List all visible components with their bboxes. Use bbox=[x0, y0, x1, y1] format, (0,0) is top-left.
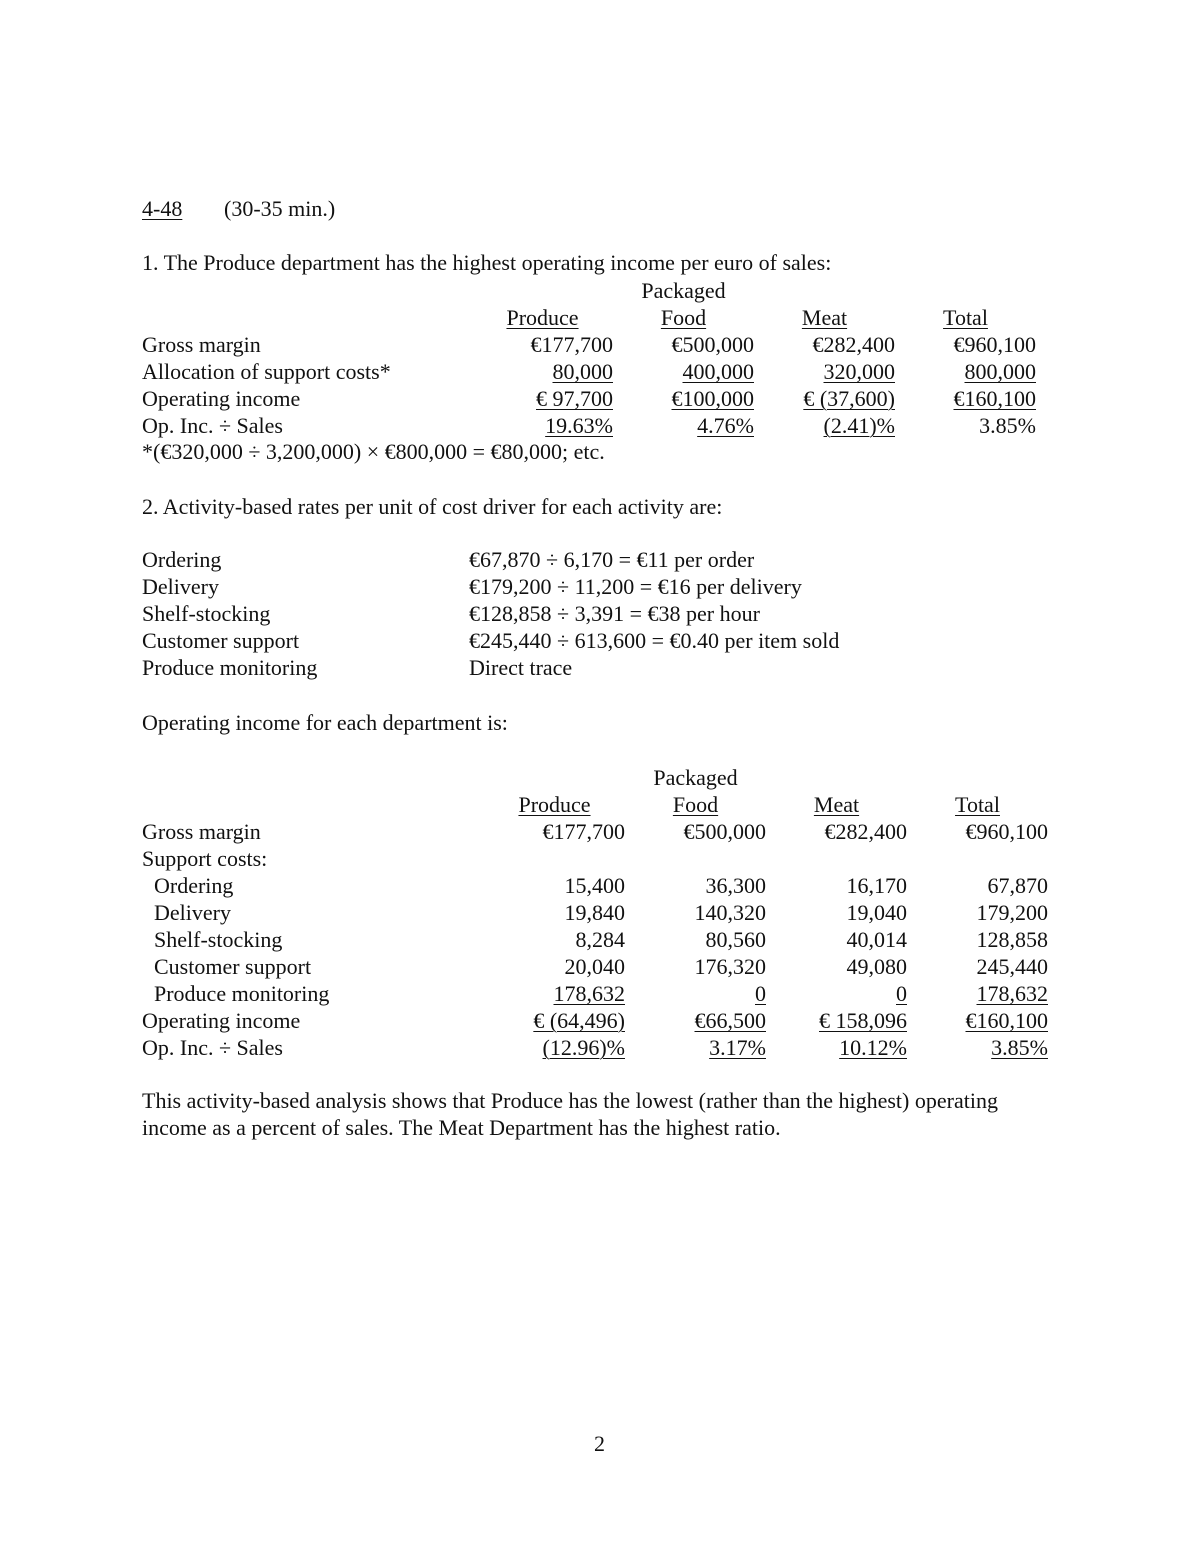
part2-value-cell: €66,500 bbox=[694, 1008, 766, 1033]
part1-value-cell: 19.63% bbox=[545, 413, 613, 438]
part1-value-cell: 3.85% bbox=[979, 413, 1036, 438]
part2-intro: 2. Activity-based rates per unit of cost driver for each activity are: bbox=[142, 494, 723, 519]
part2-value-cell: 8,284 bbox=[575, 927, 625, 952]
part2-row-label: Op. Inc. ÷ Sales bbox=[142, 1035, 283, 1060]
part2-value-cell: €177,700 bbox=[542, 819, 625, 844]
rate-formula: €179,200 ÷ 11,200 = €16 per delivery bbox=[469, 574, 802, 599]
part2-value-cell: 49,080 bbox=[846, 954, 907, 979]
part2-value-cell: €160,100 bbox=[965, 1008, 1048, 1033]
part1-header-top-cell bbox=[754, 277, 895, 304]
part1-table bbox=[142, 277, 1036, 439]
part1-intro: 1. The Produce department has the highest operating income per euro of sales: bbox=[142, 250, 832, 275]
part2-row bbox=[142, 926, 1048, 953]
part2-value-cell: 179,200 bbox=[976, 900, 1048, 925]
problem-number: 4-48 bbox=[142, 196, 183, 221]
part2-row bbox=[142, 845, 1048, 872]
part2-row-label: Support costs: bbox=[142, 846, 268, 871]
part2-value-cell: 40,014 bbox=[846, 927, 907, 952]
part2-value-cell: 176,320 bbox=[694, 954, 766, 979]
part2-value-cell bbox=[484, 845, 625, 872]
part2-header bbox=[142, 791, 1048, 818]
part2-row-label: Ordering bbox=[154, 873, 234, 898]
part2-row bbox=[142, 1034, 1048, 1061]
part2-row-label: Produce monitoring bbox=[154, 981, 330, 1006]
rate-row bbox=[142, 627, 1042, 654]
part2-header-top-cell bbox=[766, 764, 907, 791]
part1-footnote: *(€320,000 ÷ 3,200,000) × €800,000 = €80,000; etc. bbox=[142, 439, 605, 464]
part2-row bbox=[142, 899, 1048, 926]
part1-value-cell: 320,000 bbox=[823, 359, 895, 384]
part1-row-label: Gross margin bbox=[142, 332, 261, 357]
part1-header-cell: Total bbox=[943, 305, 988, 330]
part2-value-cell: 36,300 bbox=[705, 873, 766, 898]
rate-row bbox=[142, 573, 1042, 600]
part2-row bbox=[142, 818, 1048, 845]
part2-header-cell: Food bbox=[672, 792, 719, 817]
part2-header-top bbox=[142, 764, 1048, 791]
part1-header-cell: Meat bbox=[801, 305, 848, 330]
rate-formula: Direct trace bbox=[469, 655, 573, 680]
part1-header-top-cell bbox=[895, 277, 1036, 304]
part2-value-cell: 3.17% bbox=[709, 1035, 766, 1060]
part2-value-cell: 16,170 bbox=[846, 873, 907, 898]
problem-time: (30-35 min.) bbox=[224, 196, 336, 221]
rates-list bbox=[142, 546, 1042, 681]
rate-activity: Ordering bbox=[142, 547, 222, 572]
part2-value-cell: € (64,496) bbox=[533, 1008, 625, 1033]
rate-row bbox=[142, 546, 1042, 573]
part2-value-cell: 15,400 bbox=[564, 873, 625, 898]
rate-formula: €128,858 ÷ 3,391 = €38 per hour bbox=[469, 601, 760, 626]
part1-value-cell: 400,000 bbox=[682, 359, 754, 384]
part2-value-cell: 178,632 bbox=[976, 981, 1048, 1006]
part2-value-cell: €960,100 bbox=[965, 819, 1048, 844]
part2-value-cell bbox=[907, 845, 1048, 872]
part2-value-cell: 80,560 bbox=[705, 927, 766, 952]
part2-value-cell: 0 bbox=[755, 981, 766, 1006]
part1-header-cell: Produce bbox=[506, 305, 579, 330]
part2-value-cell bbox=[625, 845, 766, 872]
rate-formula: €67,870 ÷ 6,170 = €11 per order bbox=[469, 547, 755, 572]
part2-value-cell: 178,632 bbox=[553, 981, 625, 1006]
part1-value-cell: €100,000 bbox=[671, 386, 754, 411]
part2-value-cell: 19,040 bbox=[846, 900, 907, 925]
part2-value-cell: (12.96)% bbox=[542, 1035, 625, 1060]
part2-row-label: Customer support bbox=[154, 954, 312, 979]
part2-value-cell bbox=[766, 845, 907, 872]
part2-value-cell: €282,400 bbox=[824, 819, 907, 844]
part1-value-cell: (2.41)% bbox=[823, 413, 895, 438]
part2-row bbox=[142, 1007, 1048, 1034]
rate-row bbox=[142, 600, 1042, 627]
part2-row bbox=[142, 953, 1048, 980]
part1-header-cell: Food bbox=[660, 305, 707, 330]
part2-table bbox=[142, 764, 1048, 1061]
part2-row-label: Operating income bbox=[142, 1008, 301, 1033]
part2-header-top-cell bbox=[142, 764, 484, 791]
part1-value-cell: €282,400 bbox=[812, 332, 895, 357]
part1-header-top-cell: Packaged bbox=[641, 278, 726, 303]
part2-value-cell: 10.12% bbox=[839, 1035, 907, 1060]
page-number: 2 bbox=[594, 1431, 605, 1456]
part1-row-label: Operating income bbox=[142, 386, 301, 411]
part1-header bbox=[142, 304, 1036, 331]
conclusion-line-2: income as a percent of sales. The Meat Department has the highest ratio. bbox=[142, 1115, 781, 1140]
opinc-intro: Operating income for each department is: bbox=[142, 710, 508, 735]
part1-value-cell: €960,100 bbox=[953, 332, 1036, 357]
part2-value-cell: 140,320 bbox=[694, 900, 766, 925]
rate-activity: Shelf-stocking bbox=[142, 601, 271, 626]
part2-value-cell: 20,040 bbox=[564, 954, 625, 979]
part1-row-label: Allocation of support costs* bbox=[142, 359, 391, 384]
part2-value-cell: 67,870 bbox=[987, 873, 1048, 898]
part1-header-top-cell bbox=[472, 277, 613, 304]
part2-header-cell: Total bbox=[955, 792, 1000, 817]
part2-header-cell: Produce bbox=[518, 792, 591, 817]
part1-row bbox=[142, 385, 1036, 412]
part1-value-cell: € (37,600) bbox=[803, 386, 895, 411]
part2-value-cell: 245,440 bbox=[976, 954, 1048, 979]
part2-value-cell: 0 bbox=[896, 981, 907, 1006]
part2-value-cell: €500,000 bbox=[683, 819, 766, 844]
part2-row-label: Shelf-stocking bbox=[154, 927, 283, 952]
part2-header-top-cell bbox=[907, 764, 1048, 791]
rate-activity: Produce monitoring bbox=[142, 655, 318, 680]
part1-value-cell: 80,000 bbox=[552, 359, 613, 384]
part2-header-top-cell bbox=[484, 764, 625, 791]
part1-value-cell: €500,000 bbox=[671, 332, 754, 357]
part1-value-cell: 800,000 bbox=[964, 359, 1036, 384]
part2-value-cell: € 158,096 bbox=[819, 1008, 907, 1033]
part1-value-cell: €160,100 bbox=[953, 386, 1036, 411]
part1-value-cell: 4.76% bbox=[697, 413, 754, 438]
part2-value-cell: 3.85% bbox=[991, 1035, 1048, 1060]
part2-row bbox=[142, 872, 1048, 899]
part1-row bbox=[142, 331, 1036, 358]
rate-activity: Delivery bbox=[142, 574, 219, 599]
part1-header-cell bbox=[142, 304, 472, 331]
part2-value-cell: 19,840 bbox=[564, 900, 625, 925]
part1-value-cell: € 97,700 bbox=[536, 386, 613, 411]
conclusion-line-1: This activity-based analysis shows that Produce has the lowest (rather than the highest) operating bbox=[142, 1088, 998, 1113]
part2-header-cell bbox=[142, 791, 484, 818]
part1-row-label: Op. Inc. ÷ Sales bbox=[142, 413, 283, 438]
part1-value-cell: €177,700 bbox=[530, 332, 613, 357]
rate-activity: Customer support bbox=[142, 628, 300, 653]
part1-row bbox=[142, 358, 1036, 385]
part2-header-cell: Meat bbox=[813, 792, 860, 817]
part2-value-cell: 128,858 bbox=[976, 927, 1048, 952]
part2-row-label: Delivery bbox=[154, 900, 231, 925]
part2-row bbox=[142, 980, 1048, 1007]
part2-row-label: Gross margin bbox=[142, 819, 261, 844]
part1-row bbox=[142, 412, 1036, 439]
part1-header-top-cell bbox=[142, 277, 472, 304]
rate-row bbox=[142, 654, 1042, 681]
part1-header-top bbox=[142, 277, 1036, 304]
rate-formula: €245,440 ÷ 613,600 = €0.40 per item sold bbox=[469, 628, 840, 653]
part2-header-top-cell: Packaged bbox=[653, 765, 738, 790]
